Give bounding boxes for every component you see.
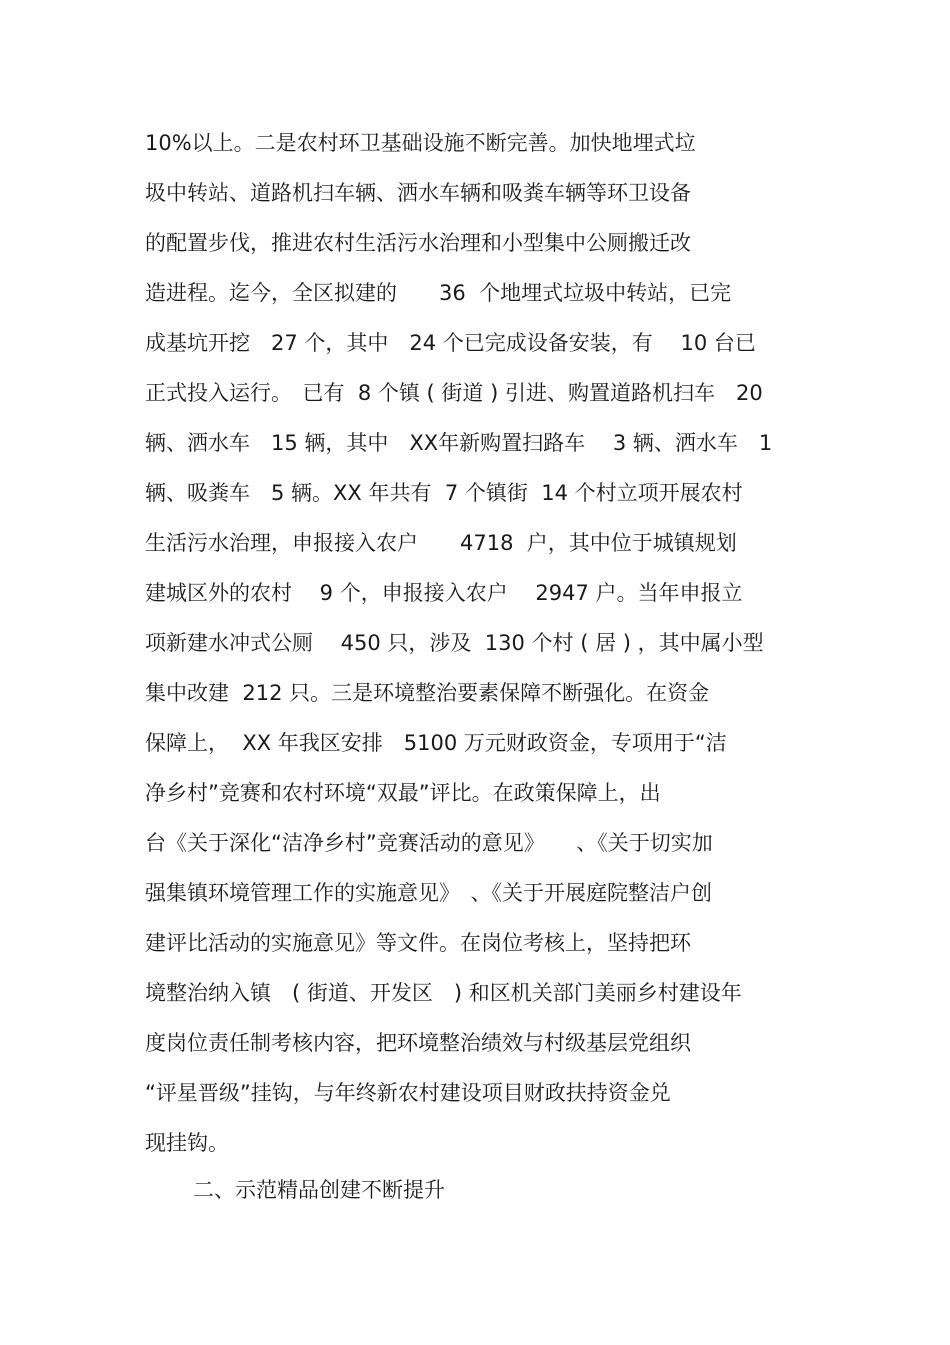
- paragraph-line: 正式投入运行。 已有 8 个镇 ( 街道 ) 引进、购置道路机扫车 20: [145, 381, 763, 405]
- paragraph-line: 成基坑开挖 27 个，其中 24 个已完成设备安装，有 10 台已: [145, 331, 756, 355]
- paragraph-line: 造进程。迄今，全区拟建的 36 个地埋式垃圾中转站，已完: [145, 281, 732, 305]
- body-paragraph: [145, 118, 845, 1168]
- paragraph-line: 项新建水冲式公厕 450 只，涉及 130 个村 ( 居 ) ，其中属小型: [145, 631, 764, 655]
- paragraph-line: 度岗位责任制考核内容，把环境整治绩效与村级基层党组织: [145, 1031, 691, 1055]
- paragraph-line: 现挂钩。: [145, 1131, 229, 1155]
- paragraph-line: “评星晋级”挂钩，与年终新农村建设项目财政扶持资金兑: [145, 1081, 671, 1105]
- paragraph-line: 强集镇环境管理工作的实施意见》 、《关于开展庭院整洁户创: [145, 881, 712, 905]
- paragraph-line: 建评比活动的实施意见》等文件。在岗位考核上，坚持把环: [145, 931, 691, 955]
- paragraph-line: 10%以上。二是农村环卫基础设施不断完善。加快地埋式垃: [145, 131, 696, 155]
- paragraph-line: 台《关于深化“洁净乡村”竞赛活动的意见》 、《关于切实加: [145, 831, 713, 855]
- paragraph-line: 建城区外的农村 9 个，申报接入农户 2947 户。当年申报立: [145, 581, 743, 605]
- paragraph-line: 辆、洒水车 15 辆，其中 XX年新购置扫路车 3 辆、洒水车 1: [145, 431, 773, 455]
- paragraph-line: 辆、吸粪车 5 辆。XX 年共有 7 个镇街 14 个村立项开展农村: [145, 481, 743, 505]
- paragraph-line: 净乡村”竞赛和农村环境“双最”评比。在政策保障上，出: [145, 781, 661, 805]
- paragraph-line: 集中改建 212 只。三是环境整治要素保障不断强化。在资金: [145, 681, 710, 705]
- paragraph-line: 圾中转站、道路机扫车辆、洒水车辆和吸粪车辆等环卫设备: [145, 181, 691, 205]
- paragraph-line: 生活污水治理，申报接入农户 4718 户，其中位于城镇规划: [145, 531, 737, 555]
- section-heading: 二、示范精品创建不断提升: [193, 1178, 445, 1202]
- paragraph-line: 保障上， XX 年我区安排 5100 万元财政资金，专项用于“洁: [145, 731, 727, 755]
- paragraph-line: 境整治纳入镇 ( 街道、开发区 ) 和区机关部门美丽乡村建设年: [145, 981, 742, 1005]
- paragraph-line: 的配置步伐，推进农村生活污水治理和小型集中公厕搬迁改: [145, 231, 691, 255]
